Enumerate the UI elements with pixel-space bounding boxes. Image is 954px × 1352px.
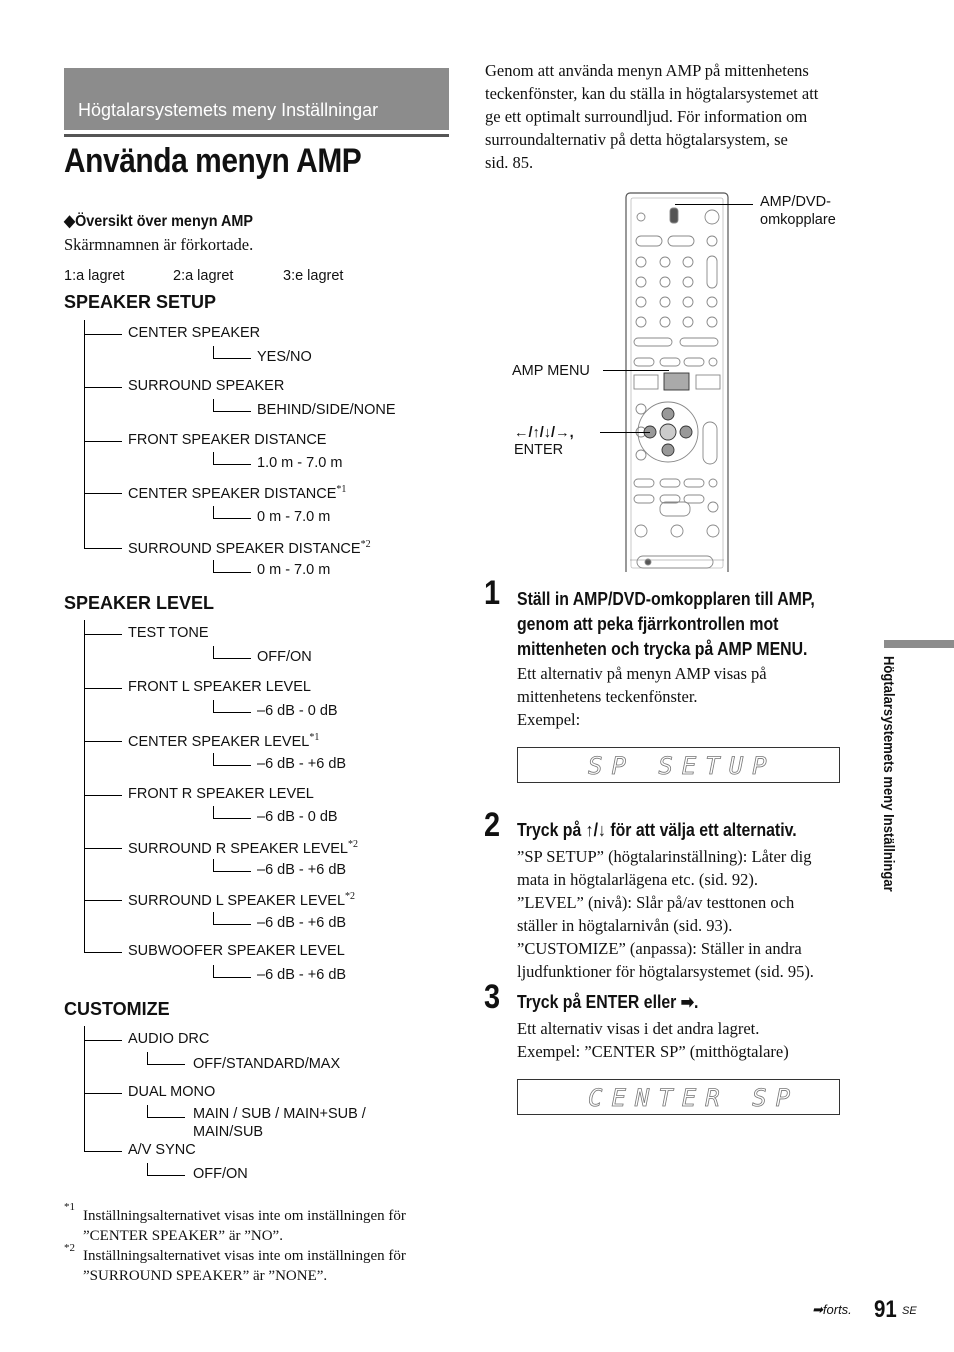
tree-sub-branch: [213, 871, 251, 872]
section-label: Högtalarsystemets meny Inställningar: [78, 100, 379, 120]
tree-sub-stem: [147, 1052, 148, 1064]
menu-item-surround-l-speaker-level: SURROUND L SPEAKER LEVEL$^{*2}$: [128, 891, 356, 909]
menu-value: –6 dB - 0 dB: [257, 703, 338, 719]
tree-sub-branch: [213, 977, 251, 978]
menu-value: MAIN / SUB / MAIN+SUB /: [193, 1106, 366, 1122]
step-number: 2: [484, 806, 501, 844]
tree-branch: [84, 441, 122, 442]
page-title: Använda menyn AMP: [64, 142, 362, 180]
label-amp-dvd-switch: AMP/DVD- omkopplare: [760, 194, 836, 228]
tree-branch: [84, 741, 122, 742]
tree-branch: [84, 634, 122, 635]
tree-sub-stem: [213, 965, 214, 977]
menu-value: –6 dB - +6 dB: [257, 967, 347, 983]
overview-note: Skärmnamnen är förkortade.: [64, 235, 254, 254]
tree-sub-branch: [213, 358, 251, 359]
step-1-body: Ett alternativ på menyn AMP visas på mittenhetens teckenfönster. Exempel:: [517, 664, 767, 729]
label-arrow-keys: ←/↑/↓/→,: [514, 425, 574, 441]
side-tab-text: Högtalarsystemets meny Inställningar: [880, 656, 896, 892]
tree-sub-stem: [147, 1163, 148, 1175]
tree-sub-branch: [213, 572, 251, 573]
menu-value: –6 dB - +6 dB: [257, 915, 347, 931]
footnote-2: Inställningsalternativet visas inte om inställningen för ”SURROUND SPEAKER” är ”NONE”.: [83, 1248, 406, 1284]
tree-sub-stem: [213, 506, 214, 518]
tree-branch: [84, 900, 122, 901]
tree-sub-branch: [147, 1064, 185, 1065]
tree-sub-stem: [213, 346, 214, 358]
remote-control-illustration: [625, 192, 729, 572]
step-3-body: Ett alternativ visas i det andra lagret. Exempel: ”CENTER SP” (mitthögtalare): [517, 1019, 789, 1061]
tree-trunk: [84, 1026, 85, 1152]
section-band: [64, 68, 449, 130]
footnote-mark: *1: [64, 1201, 75, 1213]
step-2-heading: Tryck på ↑/↓ för att välja ett alternativ.: [517, 820, 797, 840]
menu-value: YES/NO: [257, 349, 312, 365]
menu-value: MAIN/SUB: [193, 1124, 264, 1140]
side-tab-marker: [884, 640, 954, 648]
menu-value: OFF/ON: [257, 649, 312, 665]
menu-item-center-speaker-distance: CENTER SPEAKER DISTANCE$^{*1}$: [128, 484, 347, 502]
menu-item-subwoofer-speaker-level: SUBWOOFER SPEAKER LEVEL: [128, 943, 345, 959]
tree-sub-branch: [213, 765, 251, 766]
callout-line-arrows: [600, 432, 650, 433]
tree-branch: [84, 1093, 122, 1094]
tree-branch: [84, 1040, 122, 1041]
footnote-mark: *2: [64, 1242, 75, 1254]
step-number: 3: [484, 978, 501, 1016]
tree-sub-branch: [213, 818, 251, 819]
tree-branch: [84, 387, 122, 388]
tree-sub-branch: [213, 464, 251, 465]
tree-branch: [84, 334, 122, 335]
menu-item-audio-drc: AUDIO DRC: [128, 1031, 210, 1047]
tree-branch: [84, 795, 122, 796]
layer-1-label: 1:a lagret: [64, 268, 125, 284]
menu-item-front-l-speaker-level: FRONT L SPEAKER LEVEL: [128, 679, 311, 695]
menu-value: 0 m - 7.0 m: [257, 562, 331, 578]
tree-sub-branch: [147, 1117, 185, 1118]
tree-branch: [84, 1151, 122, 1152]
menu-item-surround-speaker-distance: SURROUND SPEAKER DISTANCE$^{*2}$: [128, 539, 371, 557]
menu-item-surround-r-speaker-level: SURROUND R SPEAKER LEVEL$^{*2}$: [128, 839, 358, 857]
menu-value: –6 dB - +6 dB: [257, 756, 347, 772]
menu-value: 1.0 m - 7.0 m: [257, 455, 343, 471]
callout-line-amp-menu: [603, 370, 669, 371]
tree-sub-stem: [213, 646, 214, 658]
label-amp-menu: AMP MENU: [512, 363, 590, 379]
menu-value: –6 dB - 0 dB: [257, 809, 338, 825]
tree-sub-branch: [213, 658, 251, 659]
menu-item-front-speaker-distance: FRONT SPEAKER DISTANCE: [128, 432, 327, 448]
tree-sub-stem: [213, 806, 214, 818]
tree-branch: [84, 688, 122, 689]
tree-sub-stem: [213, 753, 214, 765]
tree-sub-branch: [213, 411, 251, 412]
menu-item-av-sync: A/V SYNC: [128, 1142, 196, 1158]
menu-item-surround-speaker: SURROUND SPEAKER: [128, 378, 285, 394]
tree-trunk: [84, 320, 85, 548]
overview-heading: ◆Översikt över menyn AMP: [64, 213, 254, 230]
menu-item-center-speaker: CENTER SPEAKER: [128, 325, 261, 341]
tree-sub-stem: [213, 560, 214, 572]
menu-speaker-level-title: SPEAKER LEVEL: [64, 593, 215, 613]
page-number: 91: [874, 1296, 897, 1323]
tree-sub-stem: [213, 399, 214, 411]
callout-line-switch: [675, 204, 753, 205]
continued-indicator: ➡forts.: [812, 1302, 852, 1317]
footnote-1: Inställningsalternativet visas inte om inställningen för ”CENTER SPEAKER” är ”NO”.: [83, 1208, 406, 1244]
tree-sub-branch: [213, 924, 251, 925]
tree-sub-stem: [213, 912, 214, 924]
menu-speaker-setup-title: SPEAKER SETUP: [64, 292, 217, 312]
layer-3-label: 3:e lagret: [283, 268, 344, 284]
tree-branch: [84, 848, 122, 849]
menu-value: 0 m - 7.0 m: [257, 509, 331, 525]
tree-sub-stem: [213, 452, 214, 464]
display-example-sp-setup: SP SETUP: [517, 747, 840, 783]
menu-customize-title: CUSTOMIZE: [64, 999, 170, 1019]
intro-paragraph: Genom att använda menyn AMP på mittenhetens teckenfönster, kan du ställa in högtalarsystemet att ge ett optimalt surroundljud. För information om surroundalternativ på detta högtalarsystem, se sid. 85.: [485, 61, 819, 172]
menu-item-center-speaker-level: CENTER SPEAKER LEVEL$^{*1}$: [128, 732, 320, 750]
tree-branch: [84, 952, 122, 953]
section-band-rule: [64, 134, 449, 137]
label-enter: ENTER: [514, 442, 564, 458]
menu-value: OFF/ON: [193, 1166, 248, 1182]
step-1-heading: Ställ in AMP/DVD-omkopplaren till AMP, genom att peka fjärrkontrollen mot mittenheten och trycka på AMP MENU.: [517, 589, 815, 659]
tree-sub-stem: [213, 859, 214, 871]
menu-item-test-tone: TEST TONE: [128, 625, 209, 641]
layer-2-label: 2:a lagret: [173, 268, 234, 284]
tree-sub-stem: [147, 1105, 148, 1117]
menu-item-dual-mono: DUAL MONO: [128, 1084, 216, 1100]
step-3-heading: Tryck på ENTER eller ➡.: [517, 992, 699, 1012]
tree-sub-branch: [213, 712, 251, 713]
step-number: 1: [484, 574, 501, 612]
menu-value: –6 dB - +6 dB: [257, 862, 347, 878]
tree-sub-branch: [147, 1175, 185, 1176]
menu-value: OFF/STANDARD/MAX: [193, 1056, 341, 1072]
display-example-center-sp: CENTER SP: [517, 1079, 840, 1115]
tree-branch: [84, 493, 122, 494]
tree-trunk: [84, 620, 85, 952]
step-2-body: ”SP SETUP” (högtalarinställning): Låter dig mata in högtalarlägena etc. (sid. 92). ”LEVEL” (nivå): Slår på/av testtonen och ställer in högtalarnivån (sid. 93). ”CUSTOMIZE” (anpassa): Ställer in andra ljudfunktioner för högtalarsystemet (sid. 95).: [517, 847, 814, 981]
tree-branch: [84, 548, 122, 549]
tree-sub-branch: [213, 518, 251, 519]
tree-sub-stem: [213, 700, 214, 712]
page-number-suffix: SE: [902, 1305, 917, 1317]
menu-item-front-r-speaker-level: FRONT R SPEAKER LEVEL: [128, 786, 314, 802]
menu-value: BEHIND/SIDE/NONE: [257, 402, 396, 418]
